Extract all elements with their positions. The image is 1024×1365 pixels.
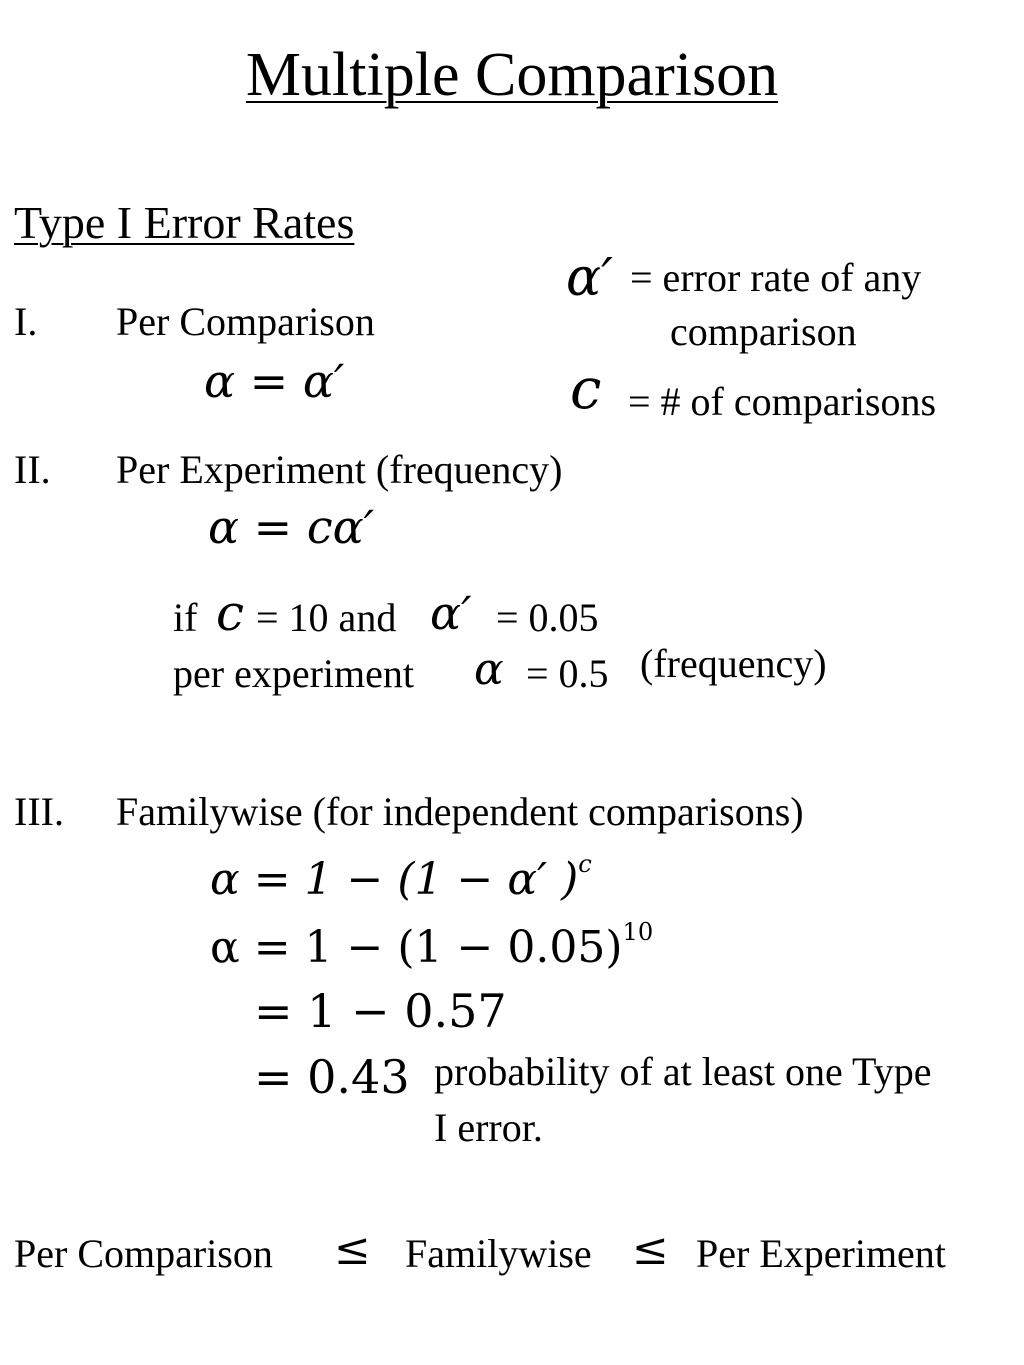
section2-label: Per Experiment (frequency)	[116, 447, 563, 492]
alpha-prime-symbol: α′	[566, 248, 613, 308]
result-alpha: α	[474, 644, 504, 695]
section1-label: Per Comparison	[116, 299, 375, 344]
example-alpha-prime: α′	[430, 586, 472, 640]
familywise-formula-step: = 1 − 0.57	[254, 984, 507, 1038]
familywise-formula-example	[210, 918, 654, 973]
alpha-prime-definition-line1: = error rate of any	[630, 255, 922, 300]
section2-formula: α = cα′	[208, 500, 375, 554]
familywise-formula-general-exponent: c	[578, 850, 592, 879]
section3-numeral: III.	[14, 789, 64, 834]
section3-label: Familywise (for independent comparisons)	[116, 789, 804, 834]
section2-numeral: II.	[14, 447, 51, 492]
section-heading: Type I Error Rates	[14, 197, 355, 248]
familywise-formula-result: = 0.43	[254, 1050, 410, 1104]
summary-familywise: Familywise	[405, 1231, 592, 1276]
summary-per-comparison: Per Comparison	[14, 1231, 273, 1276]
summary-leq-1: ≤	[334, 1224, 371, 1275]
section1-formula: α = α′	[204, 354, 345, 408]
result-note: (frequency)	[640, 641, 827, 686]
result-value: = 0.5	[526, 651, 609, 696]
familywise-formula-general-base: α = 1 − (1 − α′ )	[210, 854, 579, 905]
familywise-note-line2: I error.	[434, 1105, 543, 1150]
familywise-note-line1: probability of at least one Type	[434, 1049, 932, 1094]
familywise-formula-general	[210, 850, 592, 905]
section1-numeral: I.	[14, 299, 38, 344]
c-symbol: c	[570, 357, 602, 422]
result-label: per experiment	[173, 651, 414, 696]
familywise-formula-example-exponent: 10	[622, 918, 654, 947]
example-alpha-prime-value: = 0.05	[496, 595, 599, 640]
example-c-value: = 10 and	[256, 595, 397, 640]
c-definition: = # of comparisons	[628, 379, 937, 424]
summary-leq-2: ≤	[632, 1224, 669, 1275]
alpha-prime-definition-line2: comparison	[670, 309, 857, 354]
example-if: if	[173, 595, 198, 640]
summary-per-experiment: Per Experiment	[696, 1231, 946, 1276]
familywise-formula-example-base: α = 1 − (1 − 0.05)	[210, 922, 623, 973]
page-title: Multiple Comparison	[245, 41, 779, 109]
example-c-symbol: c	[216, 584, 245, 642]
